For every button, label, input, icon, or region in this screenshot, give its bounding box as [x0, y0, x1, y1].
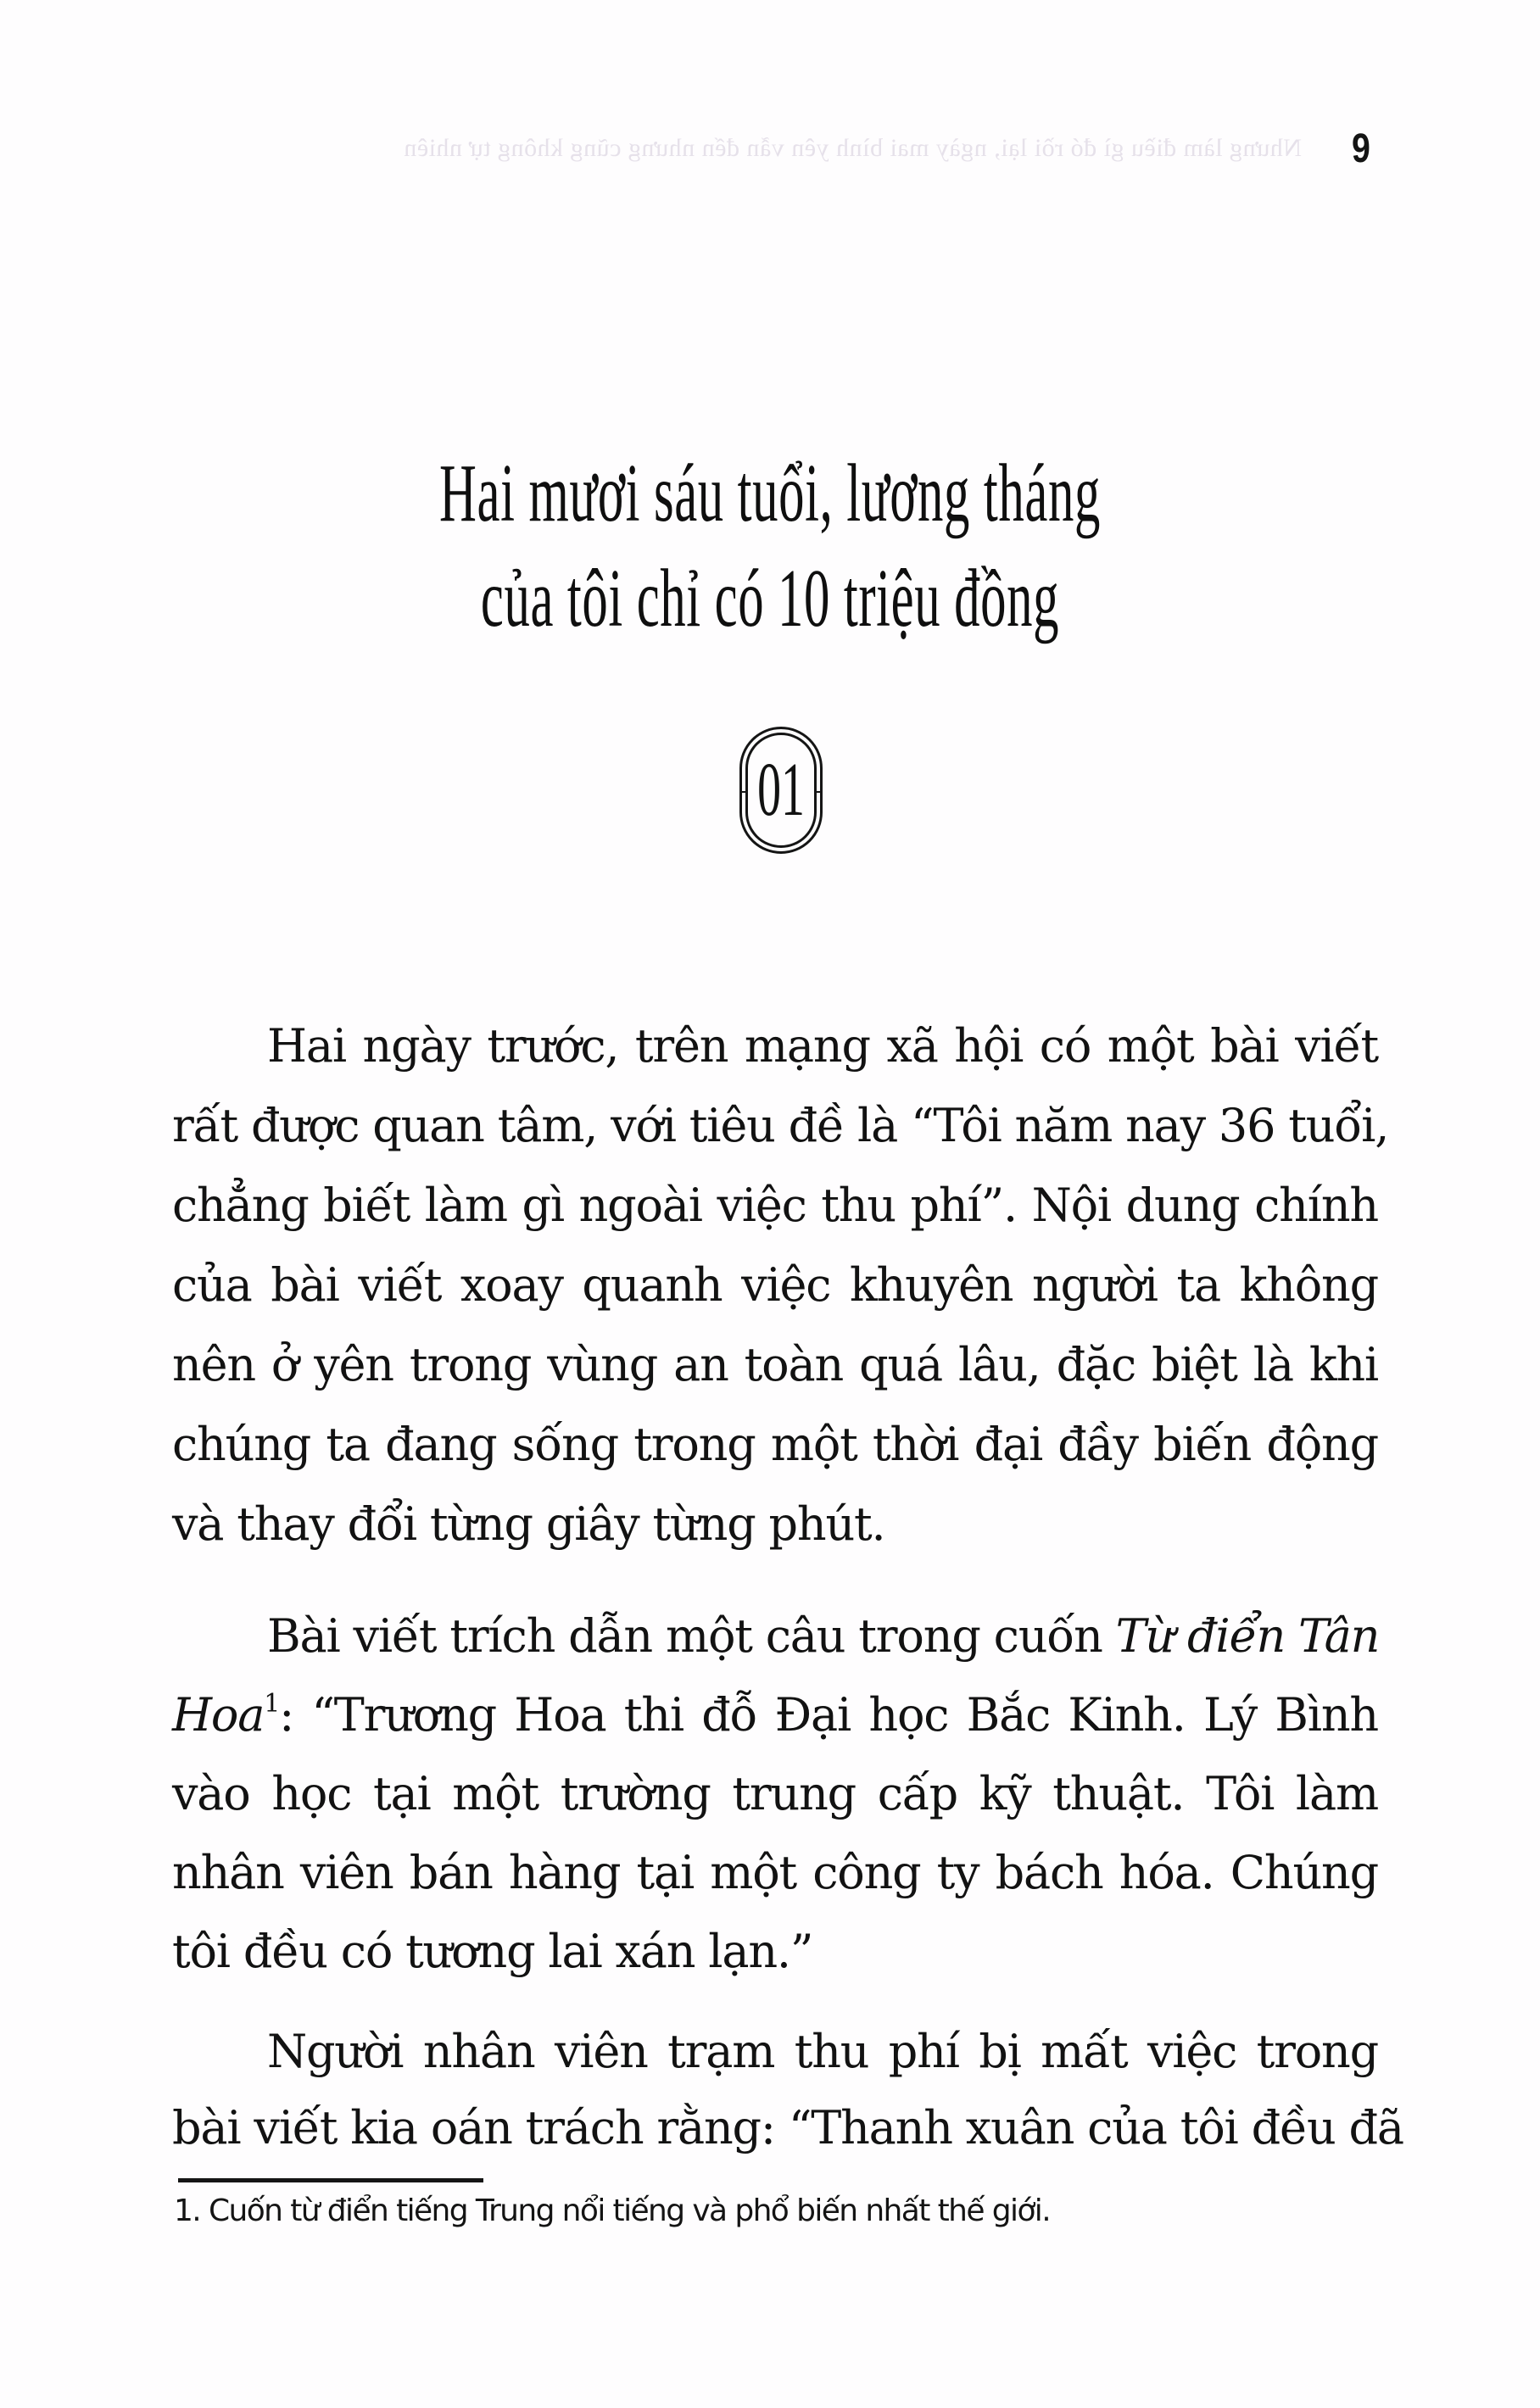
- chapter-number: 01: [757, 748, 805, 832]
- body-line: vào học tại một trường trung cấp kỹ thuật. Tôi làm: [172, 1767, 1378, 1820]
- body-line: nên ở yên trong vùng an toàn quá lâu, đặc biệt là khi: [172, 1338, 1378, 1391]
- body-line: Hai ngày trước, trên mạng xã hội có một bài viết: [267, 1019, 1378, 1073]
- body-line: rất được quan tâm, với tiêu đề là “Tôi năm nay 36 tuổi,: [172, 1099, 1389, 1152]
- footnote-reference[interactable]: 1: [264, 1689, 280, 1719]
- footnote-divider: [178, 2178, 483, 2182]
- chapter-number-badge: [739, 727, 823, 854]
- chapter-title: [0, 441, 1540, 651]
- chapter-title-line-2: của tôi chỉ có 10 triệu đồng: [480, 553, 1060, 644]
- running-header-bleed-through: Nhưng làm điều gì đó rồi lại, ngày mai bình yên vẫn đến nhưng cũng không tự nhiên: [403, 134, 1302, 162]
- footnote-1: 1. Cuốn từ điển tiếng Trung nổi tiếng và phổ biến nhất thế giới.: [174, 2193, 1051, 2228]
- body-line: chẳng biết làm gì ngoài việc thu phí”. Nội dung chính: [172, 1179, 1378, 1232]
- body-line: và thay đổi từng giây từng phút.: [172, 1497, 885, 1551]
- page-number: 9: [1352, 126, 1370, 171]
- book-title-italic: Hoa: [172, 1688, 265, 1742]
- body-line: bài viết kia oán trách rằng: “Thanh xuân của tôi đều đã: [172, 2101, 1403, 2154]
- body-line: của bài viết xoay quanh việc khuyên người ta không: [172, 1258, 1378, 1312]
- body-line: Người nhân viên trạm thu phí bị mất việc trong: [267, 2025, 1378, 2078]
- body-line: chúng ta đang sống trong một thời đại đầy biến động: [172, 1418, 1378, 1471]
- body-line-with-book-title: Bài viết trích dẫn một câu trong cuốn Từ điển Tân: [267, 1609, 1380, 1663]
- book-title-italic: Từ điển Tân: [1115, 1609, 1380, 1663]
- chapter-title-line-1: Hai mươi sáu tuổi, lương tháng: [439, 448, 1101, 539]
- body-line-with-footnote-ref: Hoa$^1$: “Trương Hoa thi đỗ Đại học Bắc Kinh. Lý Bình: [172, 1688, 1378, 1742]
- body-line: tôi đều có tương lai xán lạn.”: [172, 1925, 813, 1978]
- body-line: nhân viên bán hàng tại một công ty bách hóa. Chúng: [172, 1846, 1378, 1899]
